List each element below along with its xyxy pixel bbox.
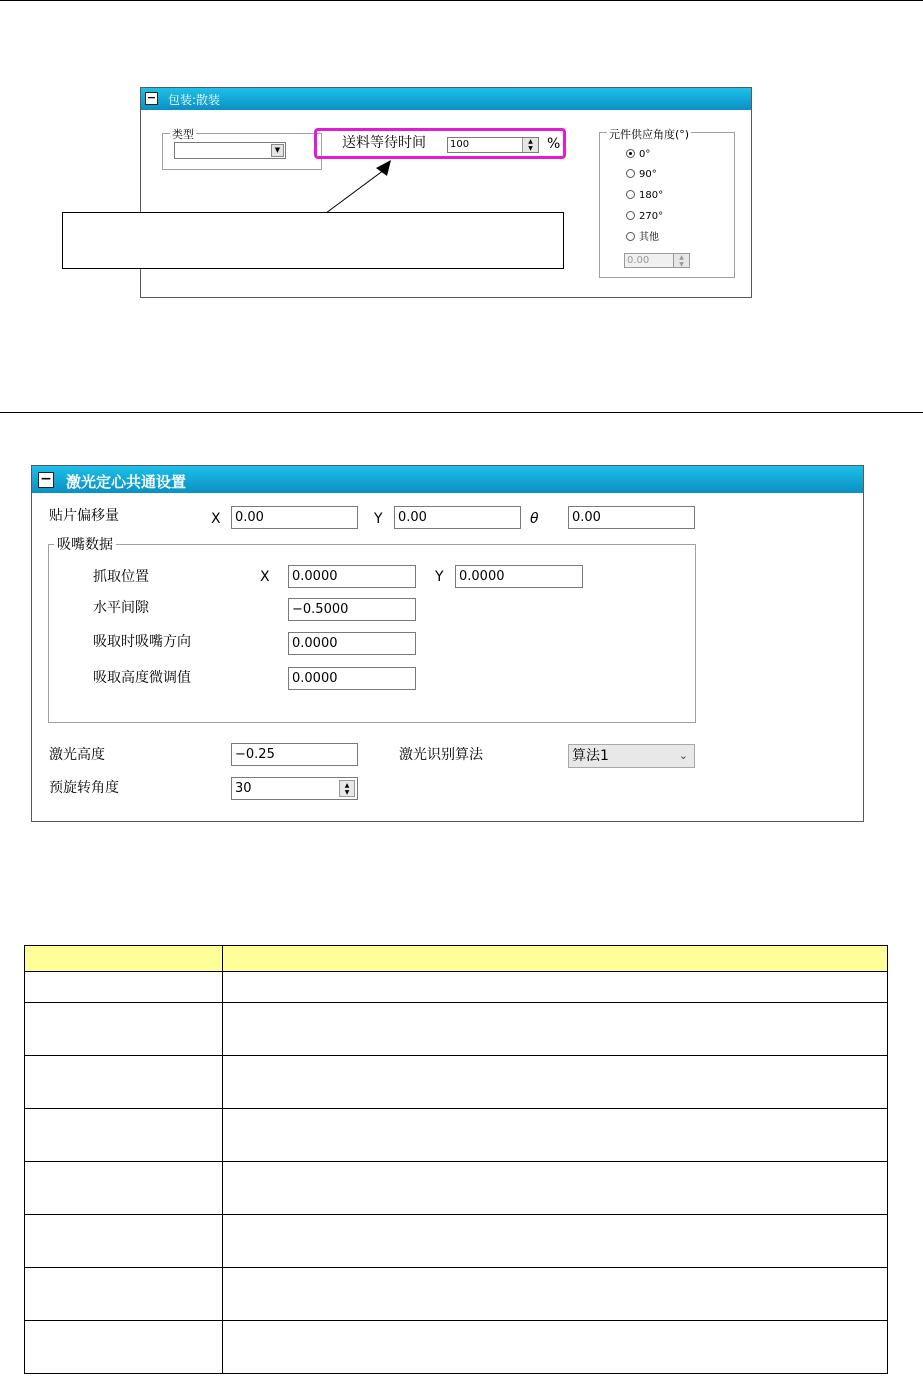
table-cell	[25, 972, 223, 1003]
nozzle-direction-input[interactable]: 0.0000	[288, 632, 416, 655]
pre-rotation-spinner[interactable]	[231, 777, 358, 800]
panel-title-bar	[141, 88, 751, 110]
table-cell	[223, 1109, 888, 1162]
height-adjust-input[interactable]: 0.0000	[288, 667, 416, 690]
callout-box	[62, 212, 564, 269]
laser-height-input[interactable]: −0.25	[231, 743, 358, 766]
table-row	[25, 1268, 888, 1321]
horizontal-gap-input[interactable]: −0.5000	[288, 598, 416, 621]
type-combo[interactable]	[174, 142, 286, 159]
table-cell	[223, 1003, 888, 1056]
height-adjust-label: 吸取高度微调值	[93, 670, 191, 686]
panel-title-bar	[32, 466, 863, 493]
radio-angle-90[interactable]: 90°	[626, 169, 657, 181]
chevron-down-icon[interactable]: ▼	[271, 144, 284, 157]
table-cell	[25, 1003, 223, 1056]
pick-y-label: Y	[435, 569, 444, 585]
feed-wait-unit: %	[547, 136, 561, 152]
pick-y-input[interactable]: 0.0000	[455, 565, 583, 588]
table-cell	[25, 1109, 223, 1162]
pre-rotation-label: 预旋转角度	[49, 780, 119, 796]
radio-selected-icon	[626, 149, 635, 158]
radio-icon	[626, 232, 635, 241]
pick-x-input[interactable]: 0.0000	[288, 565, 416, 588]
top-rule	[0, 0, 923, 1]
radio-angle-0[interactable]: 0°	[626, 149, 650, 161]
table-header-row	[25, 946, 888, 972]
highlight-box	[314, 128, 566, 159]
table-row	[25, 972, 888, 1003]
offset-x-label: X	[211, 511, 221, 527]
parameter-table	[24, 945, 888, 1374]
feed-wait-value: 100	[450, 139, 470, 150]
pick-position-label: 抓取位置	[93, 569, 149, 585]
panel-title: 激光定心共通设置	[66, 473, 187, 491]
table-row	[25, 1056, 888, 1109]
other-angle-value: 0.00	[627, 255, 650, 266]
radio-angle-270[interactable]: 270°	[626, 211, 663, 223]
table-cell	[223, 1268, 888, 1321]
table-cell	[25, 1162, 223, 1215]
spin-arrows-icon[interactable]: ▲ ▼	[673, 254, 689, 267]
algorithm-label: 激光识别算法	[399, 747, 483, 763]
table-row	[25, 1321, 888, 1374]
table-header-cell	[223, 946, 888, 972]
table-row	[25, 1162, 888, 1215]
table-cell	[25, 1268, 223, 1321]
collapse-button[interactable]: −	[38, 472, 54, 488]
offset-y-input[interactable]: 0.00	[394, 506, 521, 529]
table-cell	[25, 1215, 223, 1268]
horizontal-gap-label: 水平间隙	[93, 600, 149, 616]
radio-icon	[626, 190, 635, 199]
spin-arrows-icon[interactable]: ▲ ▼	[522, 138, 538, 152]
algorithm-value: 算法1	[572, 748, 609, 764]
table-cell	[25, 1056, 223, 1109]
radio-icon	[626, 169, 635, 178]
table-cell	[223, 972, 888, 1003]
radio-angle-180[interactable]: 180°	[626, 190, 663, 202]
offset-label: 贴片偏移量	[49, 508, 119, 524]
offset-x-input[interactable]: 0.00	[231, 506, 358, 529]
table-cell	[223, 1321, 888, 1374]
radio-angle-other[interactable]: 其他	[626, 232, 659, 244]
offset-theta-input[interactable]: 0.00	[568, 506, 695, 529]
other-angle-spinner[interactable]	[624, 253, 690, 268]
nozzle-group-label: 吸嘴数据	[54, 536, 116, 554]
laser-centering-panel	[31, 465, 864, 822]
laser-height-label: 激光高度	[49, 747, 105, 763]
panel-title: 包装:散装	[168, 93, 221, 107]
angle-group-label: 元件供应角度(°)	[609, 128, 690, 141]
feed-wait-label: 送料等待时间	[342, 135, 426, 151]
table-cell	[223, 1056, 888, 1109]
algorithm-select[interactable]	[568, 744, 695, 768]
nozzle-direction-label: 吸取时吸嘴方向	[93, 634, 191, 650]
section-rule	[0, 412, 923, 413]
chevron-down-icon: ⌄	[678, 749, 688, 762]
theta-label: θ	[530, 511, 539, 527]
type-group-label: 类型	[172, 128, 194, 141]
table-cell	[223, 1215, 888, 1268]
table-cell	[25, 1321, 223, 1374]
pre-rotation-value: 30	[235, 781, 252, 796]
table-header-cell	[25, 946, 223, 972]
offset-y-label: Y	[374, 511, 383, 527]
table-cell	[223, 1162, 888, 1215]
table-row	[25, 1215, 888, 1268]
radio-icon	[626, 211, 635, 220]
spin-arrows-icon[interactable]: ▲ ▼	[339, 780, 355, 797]
table-row	[25, 1003, 888, 1056]
collapse-button[interactable]: −	[146, 91, 157, 104]
table-row	[25, 1109, 888, 1162]
pick-x-label: X	[260, 569, 270, 585]
